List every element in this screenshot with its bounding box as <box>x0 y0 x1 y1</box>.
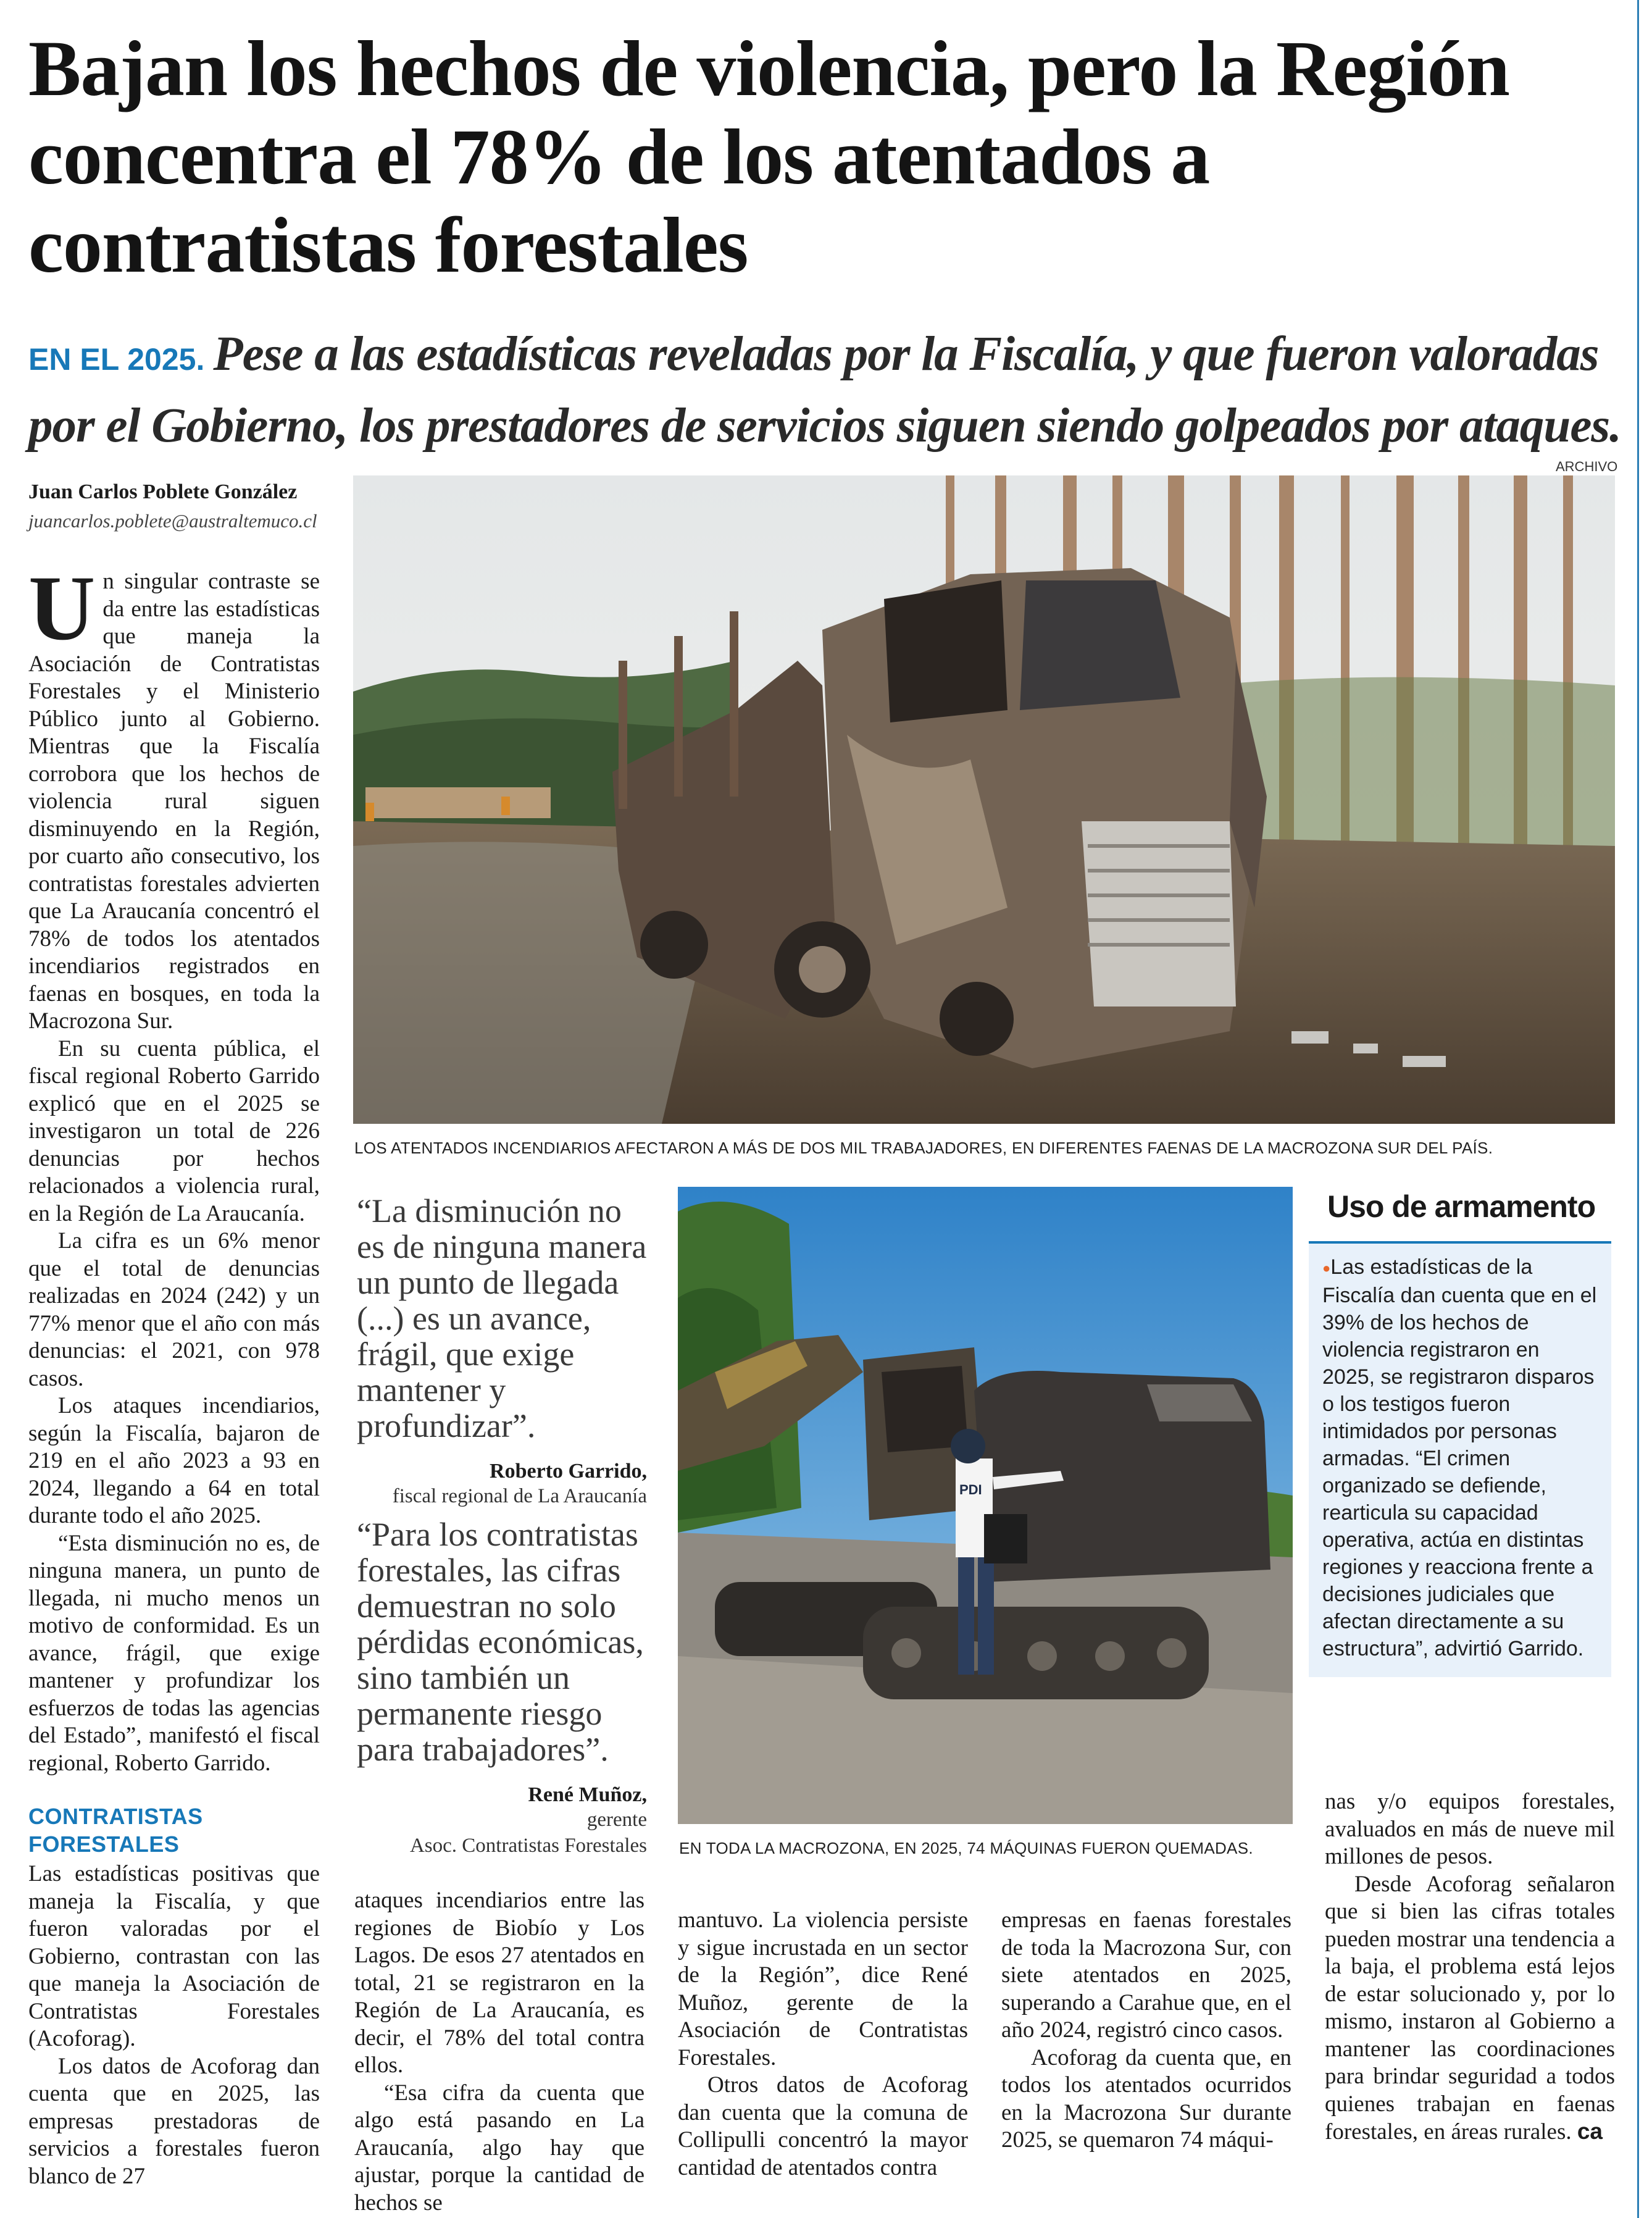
paragraph: Las estadísticas positivas que maneja la Fiscalía, y que fueron valoradas por el Gobierno, contrastan con las que maneja la Asociación de Contratistas Forestales (Acoforag). <box>28 1861 320 2051</box>
quote-author: René Muñoz, <box>528 1783 647 1806</box>
paragraph: ataques incendiarios entre las regiones de Biobío y Los Lagos. De esos 27 atentados en total, 21 se registraron en la Región de La Araucanía, es decir, el 78% del total contra ellos. <box>354 1888 645 2078</box>
page-edge <box>1637 0 1652 2218</box>
sidebar-title: Uso de armamento <box>1327 1189 1596 1224</box>
article-column-5 <box>1325 1788 1615 2146</box>
first-paragraph: Un singular contraste se da entre las estadísticas que maneja la Asociación de Contratistas Forestales y el Ministerio Público junto al Gobierno. Mientras que la Fiscalía corrobora que los hechos de violencia rural siguen disminuyendo en la Región, por cuarto año consecutivo, los contratistas forestales advierten que La Araucanía concentró el 78% de todos los atentados incendiarios registrados en faenas en bosques, en toda la Macrozona Sur. <box>28 557 320 1034</box>
sidebar-bullet: ● <box>1322 1260 1331 1276</box>
paragraph: empresas en faenas forestales de toda la Macrozona Sur, con siete atentados en 2025, superando a Carahue que, en el año 2024, registró cinco casos. <box>1001 1907 1291 2043</box>
paragraph: En su cuenta pública, el fiscal regional Roberto Garrido explicó que en el 2025 se investigaron un total de 226 denuncias por hechos relacionados a violencia rural, en la Región de La Araucanía. <box>28 1036 320 1226</box>
article-column-2 <box>354 1887 645 2217</box>
headline: Bajan los hechos de violencia, pero la Región concentra el 78% de los atentados a contratistas forestales <box>28 25 1509 289</box>
paragraph: Acoforag da cuenta que, en todos los atentados ocurridos en la Macrozona Sur durante 2025, se quemaron 74 máqui- <box>1001 2044 1291 2153</box>
sidebar-box <box>1309 1241 1611 1677</box>
deck <box>28 321 1621 459</box>
article-column-1 <box>28 557 320 2190</box>
quote-text: “La disminución no es de ninguna manera un punto de llegada (...) es un avance, frágil, que exige mantener y profundizar”. <box>357 1192 647 1444</box>
quote-author-role: fiscal regional de La Araucanía <box>392 1485 647 1507</box>
photo-burned-truck <box>353 475 1615 1124</box>
deck-kicker: EN EL 2025. <box>28 342 205 377</box>
quote-text: “Para los contratistas forestales, las cifras demuestran no solo pérdidas económicas, sino también un permanente riesgo para trabajadores”. <box>357 1516 644 1768</box>
burned-excavator-illustration <box>678 1187 1293 1824</box>
byline-email[interactable]: juancarlos.poblete@australtemuco.cl <box>28 510 317 532</box>
subhead-contratistas: CONTRATISTAS FORESTALES <box>28 1804 203 1857</box>
byline-author: Juan Carlos Poblete González <box>28 480 298 503</box>
photo1-caption: LOS ATENTADOS INCENDIARIOS AFECTARON A MÁS DE DOS MIL TRABAJADORES, EN DIFERENTES FAENAS DE LA MACROZONA SUR DEL PAÍS. <box>354 1139 1493 1157</box>
photo2-caption: EN TODA LA MACROZONA, EN 2025, 74 MÁQUINAS FUERON QUEMADAS. <box>679 1839 1253 1857</box>
article-column-3 <box>678 1907 968 2182</box>
paragraph: nas y/o equipos forestales, avaluados en más de nueve mil millones de pesos. <box>1325 1789 1615 1869</box>
paragraph: mantuvo. La violencia persiste y sigue incrustada en un sector de la Región”, dice René Muñoz, gerente de la Asociación de Contratistas Forestales. <box>678 1907 968 2070</box>
paragraph: Desde Acoforag señalaron que si bien las cifras totales pueden mostrar una tendencia a la baja, el problema está lejos de estar solucionado y, por lo mismo, instaron al Gobierno a mantener las coordinaciones para brindar seguridad a todos quienes trabajan en faenas forestales, en áreas rurales. ca <box>1325 1871 1615 2145</box>
pull-quote-munoz <box>357 1517 647 1859</box>
sidebar-text: Las estadísticas de la Fiscalía dan cuenta que en el 39% de los hechos de violencia registraron en 2025, se registraron disparos o los testigos fueron intimidados por personas armadas. “El crimen organizado se defiende, rearticula su capacidad operativa, actúa en distintas regiones y reacciona frente a decisiones judiciales que afectan directamente a su estructura”, advirtió Garrido. <box>1322 1255 1597 1661</box>
end-mark-icon: ca <box>1577 2119 1603 2144</box>
pull-quote-garrido <box>357 1193 647 1509</box>
article-column-4 <box>1001 1907 1291 2154</box>
quote-author-org: Asoc. Contratistas Forestales <box>409 1835 647 1857</box>
pdi-vest-label: PDI <box>959 1482 982 1497</box>
deck-text: Pese a las estadísticas reveladas por la Fiscalía, y que fueron valoradas por el Gobierno, los prestadores de servicios siguen siendo golpeados por ataques. <box>28 327 1621 453</box>
dropcap: U <box>28 557 96 659</box>
paragraph: “Esta disminución no es, de ninguna manera, un punto de llegada, ni mucho menos un motivo de conformidad. Es un avance, frágil, que exige mantener y profundizar los esfuerzos de todas las agencias del Estado”, manifestó el fiscal regional, Roberto Garrido. <box>28 1530 320 1776</box>
paragraph: Los datos de Acoforag dan cuenta que en 2025, las empresas prestadoras de servicios a forestales fueron blanco de 27 <box>28 2053 320 2189</box>
paragraph: Otros datos de Acoforag dan cuenta que la comuna de Collipulli concentró la mayor cantidad de atentados contra <box>678 2072 968 2180</box>
quote-author-role: gerente <box>586 1809 647 1831</box>
paragraph: “Esa cifra da cuenta que algo está pasando en La Araucanía, algo hay que ajustar, porque la cantidad de hechos se <box>354 2080 645 2216</box>
paragraph: La cifra es un 6% menor que el total de denuncias realizadas en 2024 (242) y un 77% menor que el año con más denuncias: el 2021, con 978 casos. <box>28 1228 320 1391</box>
paragraph: Los ataques incendiarios, según la Fiscalía, bajaron de 219 en el año 2023 a 93 en 2024, llegando a 64 en total durante todo el año 2025. <box>28 1393 320 1528</box>
photo1-credit: ARCHIVO <box>1556 459 1618 474</box>
quote-author: Roberto Garrido, <box>490 1460 647 1483</box>
burned-truck-illustration <box>353 475 1615 1124</box>
photo-burned-excavator <box>678 1187 1293 1824</box>
